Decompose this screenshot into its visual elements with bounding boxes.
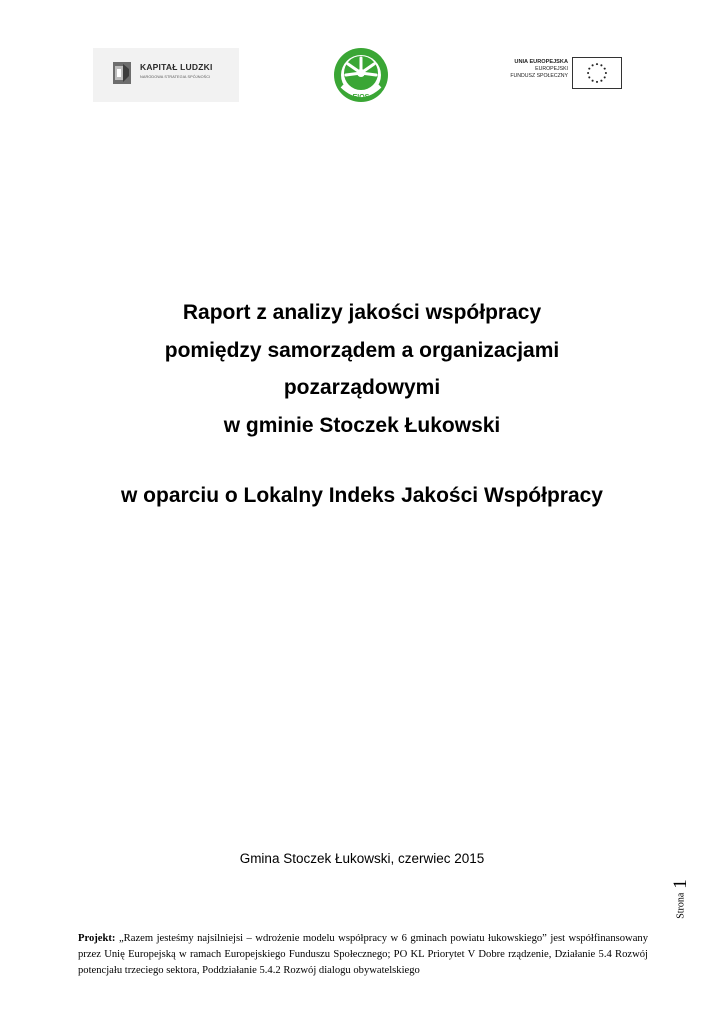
report-subtitle: w oparciu o Lokalny Indeks Jakości Współpracy	[121, 484, 603, 507]
kapital-ludzki-subtitle: NARODOWA STRATEGIA SPÓJNOŚCI	[140, 75, 211, 79]
eios-logo-caption: EIOS	[352, 94, 370, 101]
eu-logo-line1: UNIA EUROPEJSKA	[514, 59, 568, 65]
kapital-ludzki-title: KAPITAŁ LUDZKI	[140, 62, 213, 72]
report-title-line3: pozarządowymi	[283, 376, 441, 399]
kapital-ludzki-mark-icon	[111, 60, 133, 86]
eu-logo-text	[510, 59, 568, 80]
eu-logo-line3: FUNDUSZ SPOŁECZNY	[510, 73, 568, 79]
page-number	[666, 868, 696, 930]
eu-efs-logo	[510, 56, 626, 90]
eu-logo-line2: EUROPEJSKI	[535, 66, 568, 72]
kapital-ludzki-logo	[93, 48, 239, 102]
page-number-value: 1	[670, 879, 691, 889]
place-and-date: Gmina Stoczek Łukowski, czerwiec 2015	[239, 851, 485, 866]
footer-text: „Razem jesteśmy najsilniejsi – wdrożenie modelu współpracy w 6 gminach powiatu łukowskiego” jest współfinansowany przez Unię Europejską w ramach Europejskiego Funduszu Społecznego; PO KL Priorytet V Dobre rządzenie, Działanie 5.4 Rozwój potencjału trzeciego sektora, Poddziałanie 5.4.2 Rozwój dialogu obywatelskiego	[78, 933, 648, 976]
report-title-line2: pomiędzy samorządem a organizacjami	[164, 338, 560, 362]
eu-flag-icon	[572, 57, 622, 89]
project-footer	[78, 931, 648, 978]
footer-label: Projekt:	[78, 933, 116, 944]
report-title-line1: Raport z analizy jakości współpracy	[182, 301, 542, 324]
report-title-line4: w gminie Stoczek Łukowski	[223, 413, 501, 437]
report-title	[0, 294, 724, 444]
eios-logo-icon	[332, 46, 390, 104]
page-number-label: Strona	[675, 892, 687, 919]
